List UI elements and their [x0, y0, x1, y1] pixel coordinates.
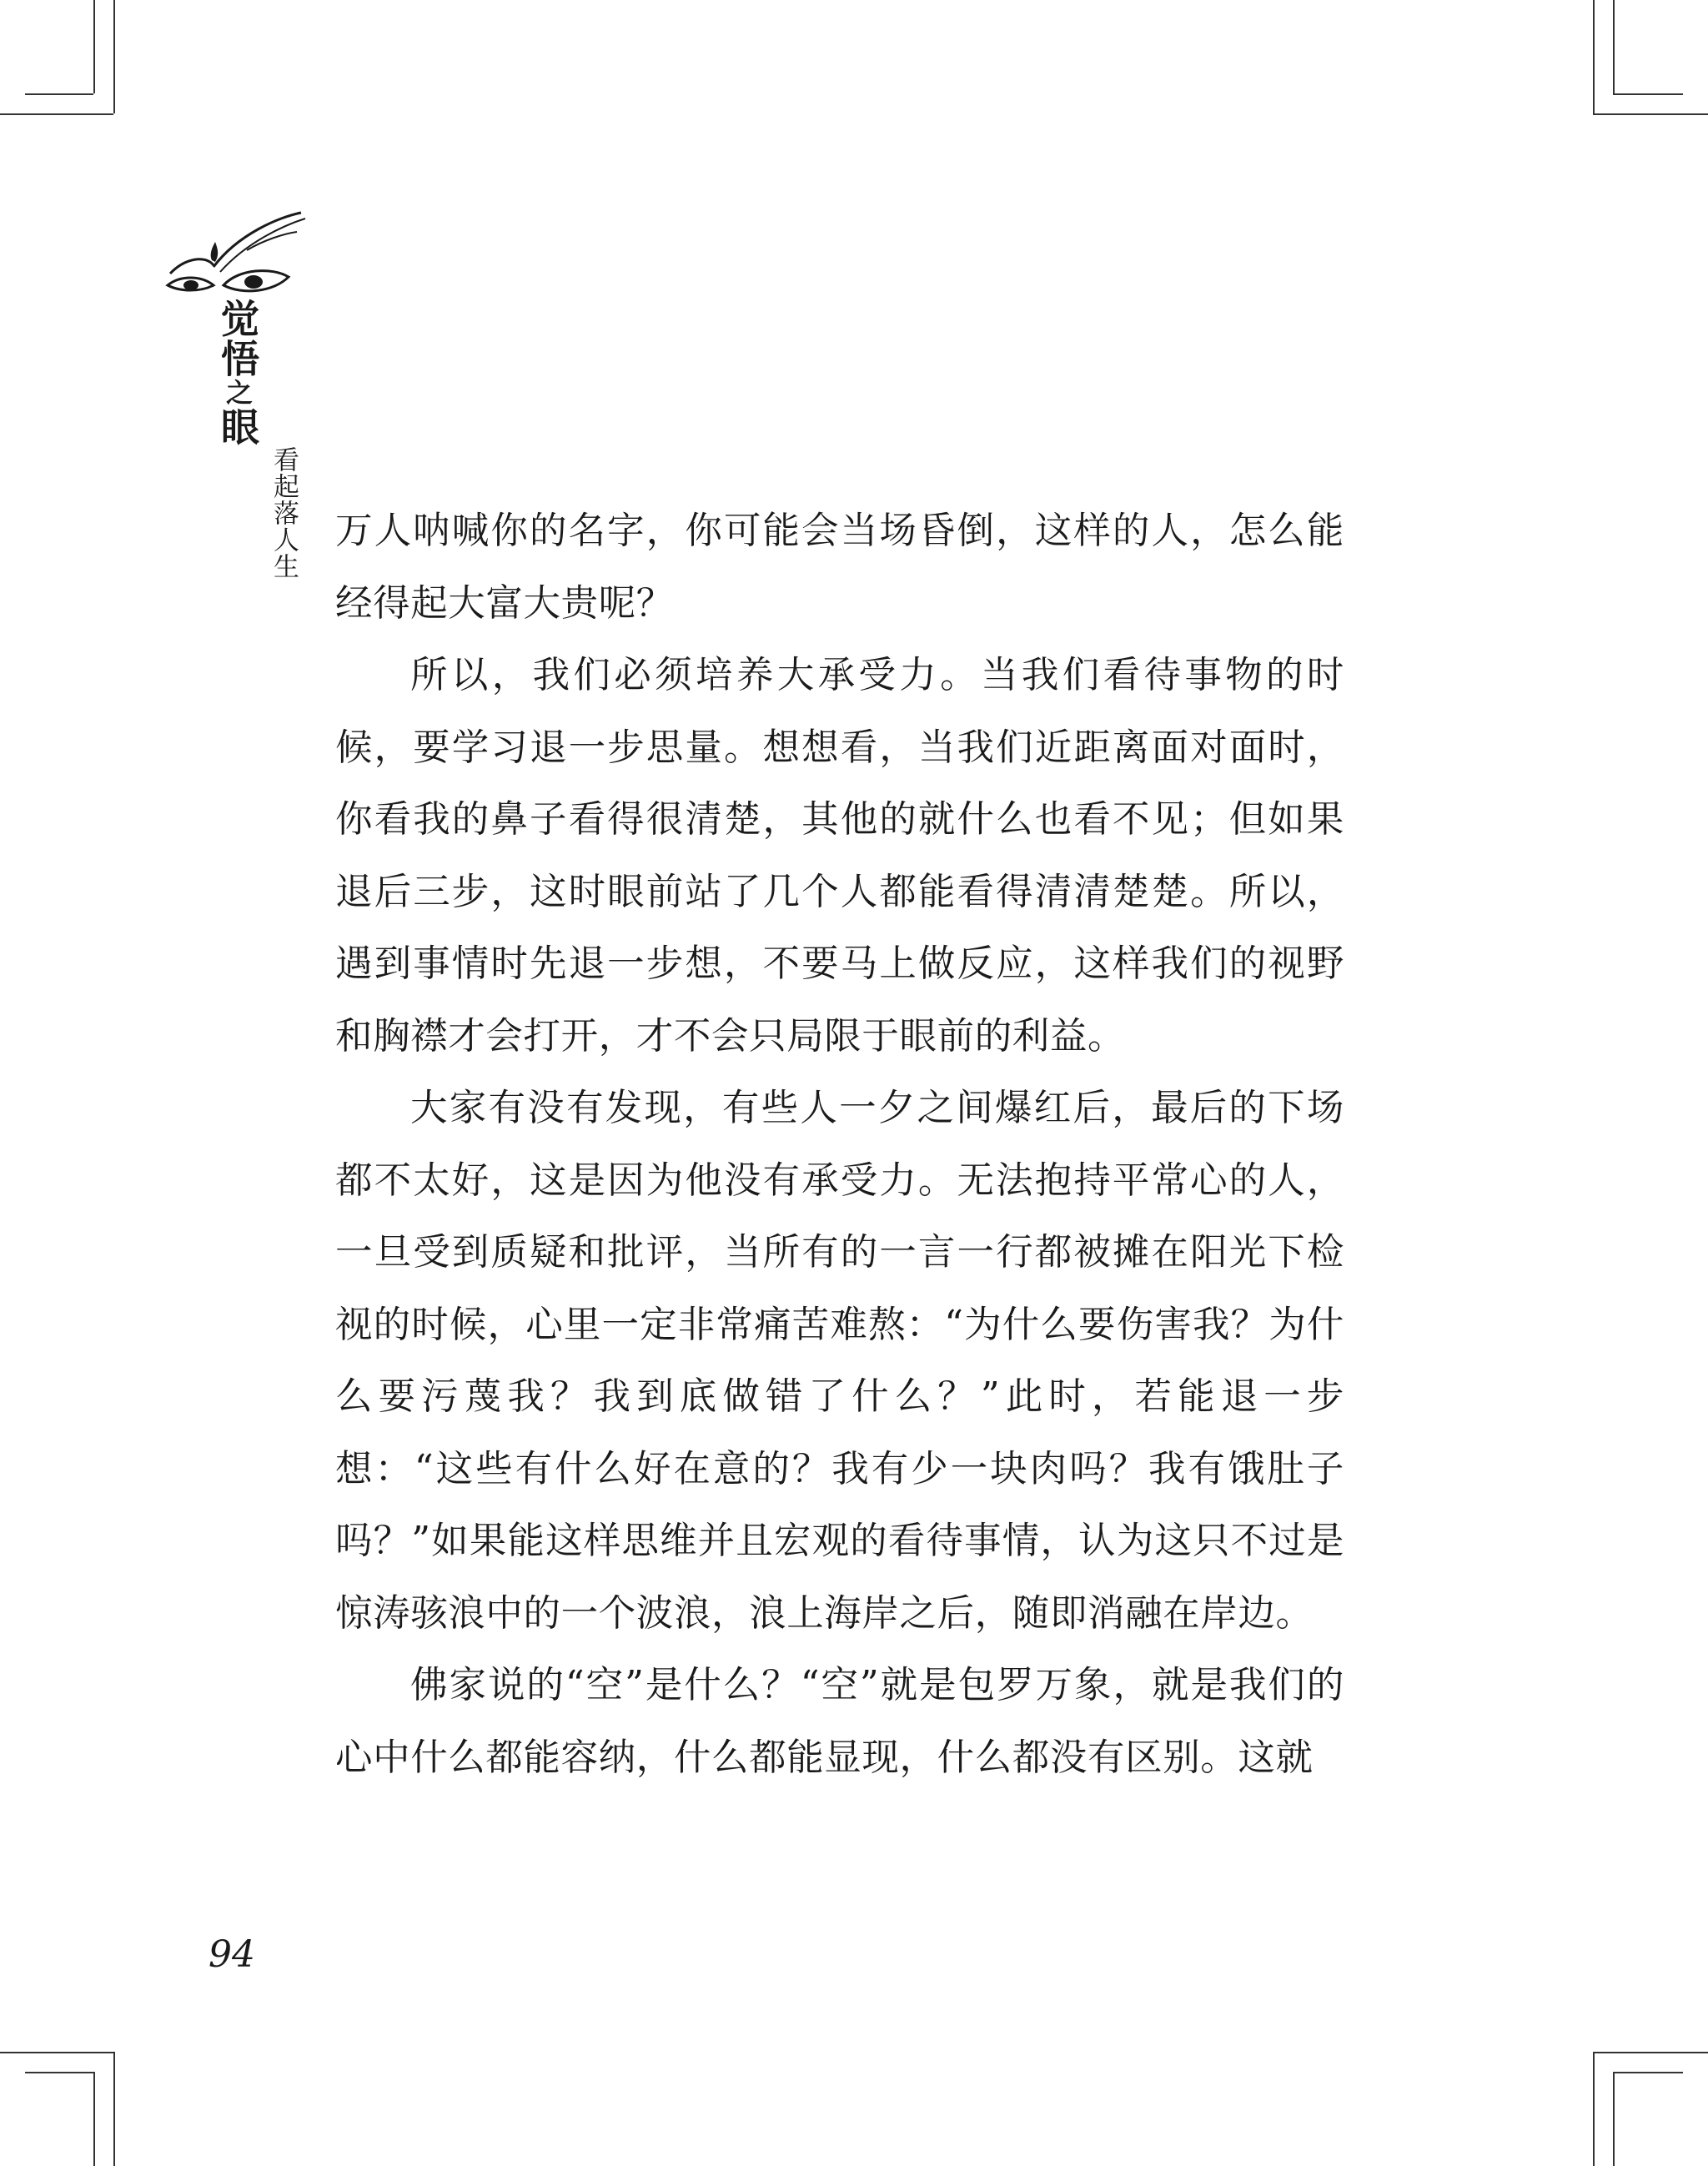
paragraph: 大家有没有发现，有些人一夕之间爆红后，最后的下场都不太好，这是因为他没有承受力。无法抱持平常心的人，一旦受到质疑和批评，当所有的一言一行都被摊在阳光下检视的时候，心里一定非常痛苦难熬：“为什么要伤害我？为什么要污蔑我？我到底做错了什么？”此时，若能退一步想：“这些有什么好在意的？我有少一块肉吗？我有饿肚子吗？”如果能这样思维并且宏观的看待事情，认为这只不过是惊涛骇浪中的一个波浪，浪上海岸之后，随即消融在岸边。 [335, 1087, 1344, 1635]
buddha-eyes-icon [163, 209, 309, 300]
crop-mark-bottom-left-vertical [113, 2052, 115, 2166]
crop-mark-top-right-outer-horizontal [1613, 93, 1683, 95]
crop-mark-bottom-right-outer-vertical [1613, 2072, 1615, 2166]
crop-mark-top-left-outer-horizontal [25, 93, 93, 95]
book-title [208, 299, 259, 447]
crop-mark-bottom-right-horizontal [1593, 2052, 1708, 2053]
crop-mark-top-left-outer-vertical [93, 0, 95, 93]
crop-mark-bottom-left-outer-horizontal [25, 2072, 93, 2073]
crop-mark-top-right-horizontal [1593, 113, 1708, 115]
page-number: 94 [208, 1933, 255, 1976]
crop-mark-top-left-horizontal [0, 113, 113, 115]
crop-mark-top-left-vertical [113, 0, 115, 113]
crop-mark-bottom-left-outer-vertical [93, 2072, 95, 2166]
paragraph: 佛家说的“空”是什么？“空”就是包罗万象，就是我们的心中什么都能容纳，什么都能显现，什么都没有区别。这就 [335, 1664, 1344, 1779]
book-title-char-3: 之 [222, 379, 254, 407]
book-title-char-1: 觉 [215, 299, 260, 339]
crop-mark-bottom-right-outer-horizontal [1613, 2072, 1683, 2073]
book-title-char-4: 眼 [215, 407, 260, 447]
running-head [163, 209, 309, 592]
book-title-char-2: 悟 [215, 339, 260, 379]
crop-mark-bottom-right-vertical [1593, 2052, 1595, 2166]
paragraph-continued: 万人呐喊你的名字，你可能会当场昏倒，这样的人，怎么能经得起大富大贵呢？ [335, 510, 1344, 625]
book-subtitle: 看起落人生 [269, 446, 299, 580]
crop-mark-top-right-outer-vertical [1613, 0, 1615, 93]
crop-mark-bottom-left-horizontal [0, 2052, 113, 2053]
page-body [335, 495, 1344, 1794]
paragraph: 所以，我们必须培养大承受力。当我们看待事物的时候，要学习退一步思量。想想看，当我们近距离面对面时，你看我的鼻子看得很清楚，其他的就什么也看不见；但如果退后三步，这时眼前站了几个人都能看得清清楚楚。所以，遇到事情时先退一步想，不要马上做反应，这样我们的视野和胸襟才会打开，才不会只局限于眼前的利益。 [335, 654, 1344, 1058]
crop-mark-top-right-vertical [1593, 0, 1595, 113]
